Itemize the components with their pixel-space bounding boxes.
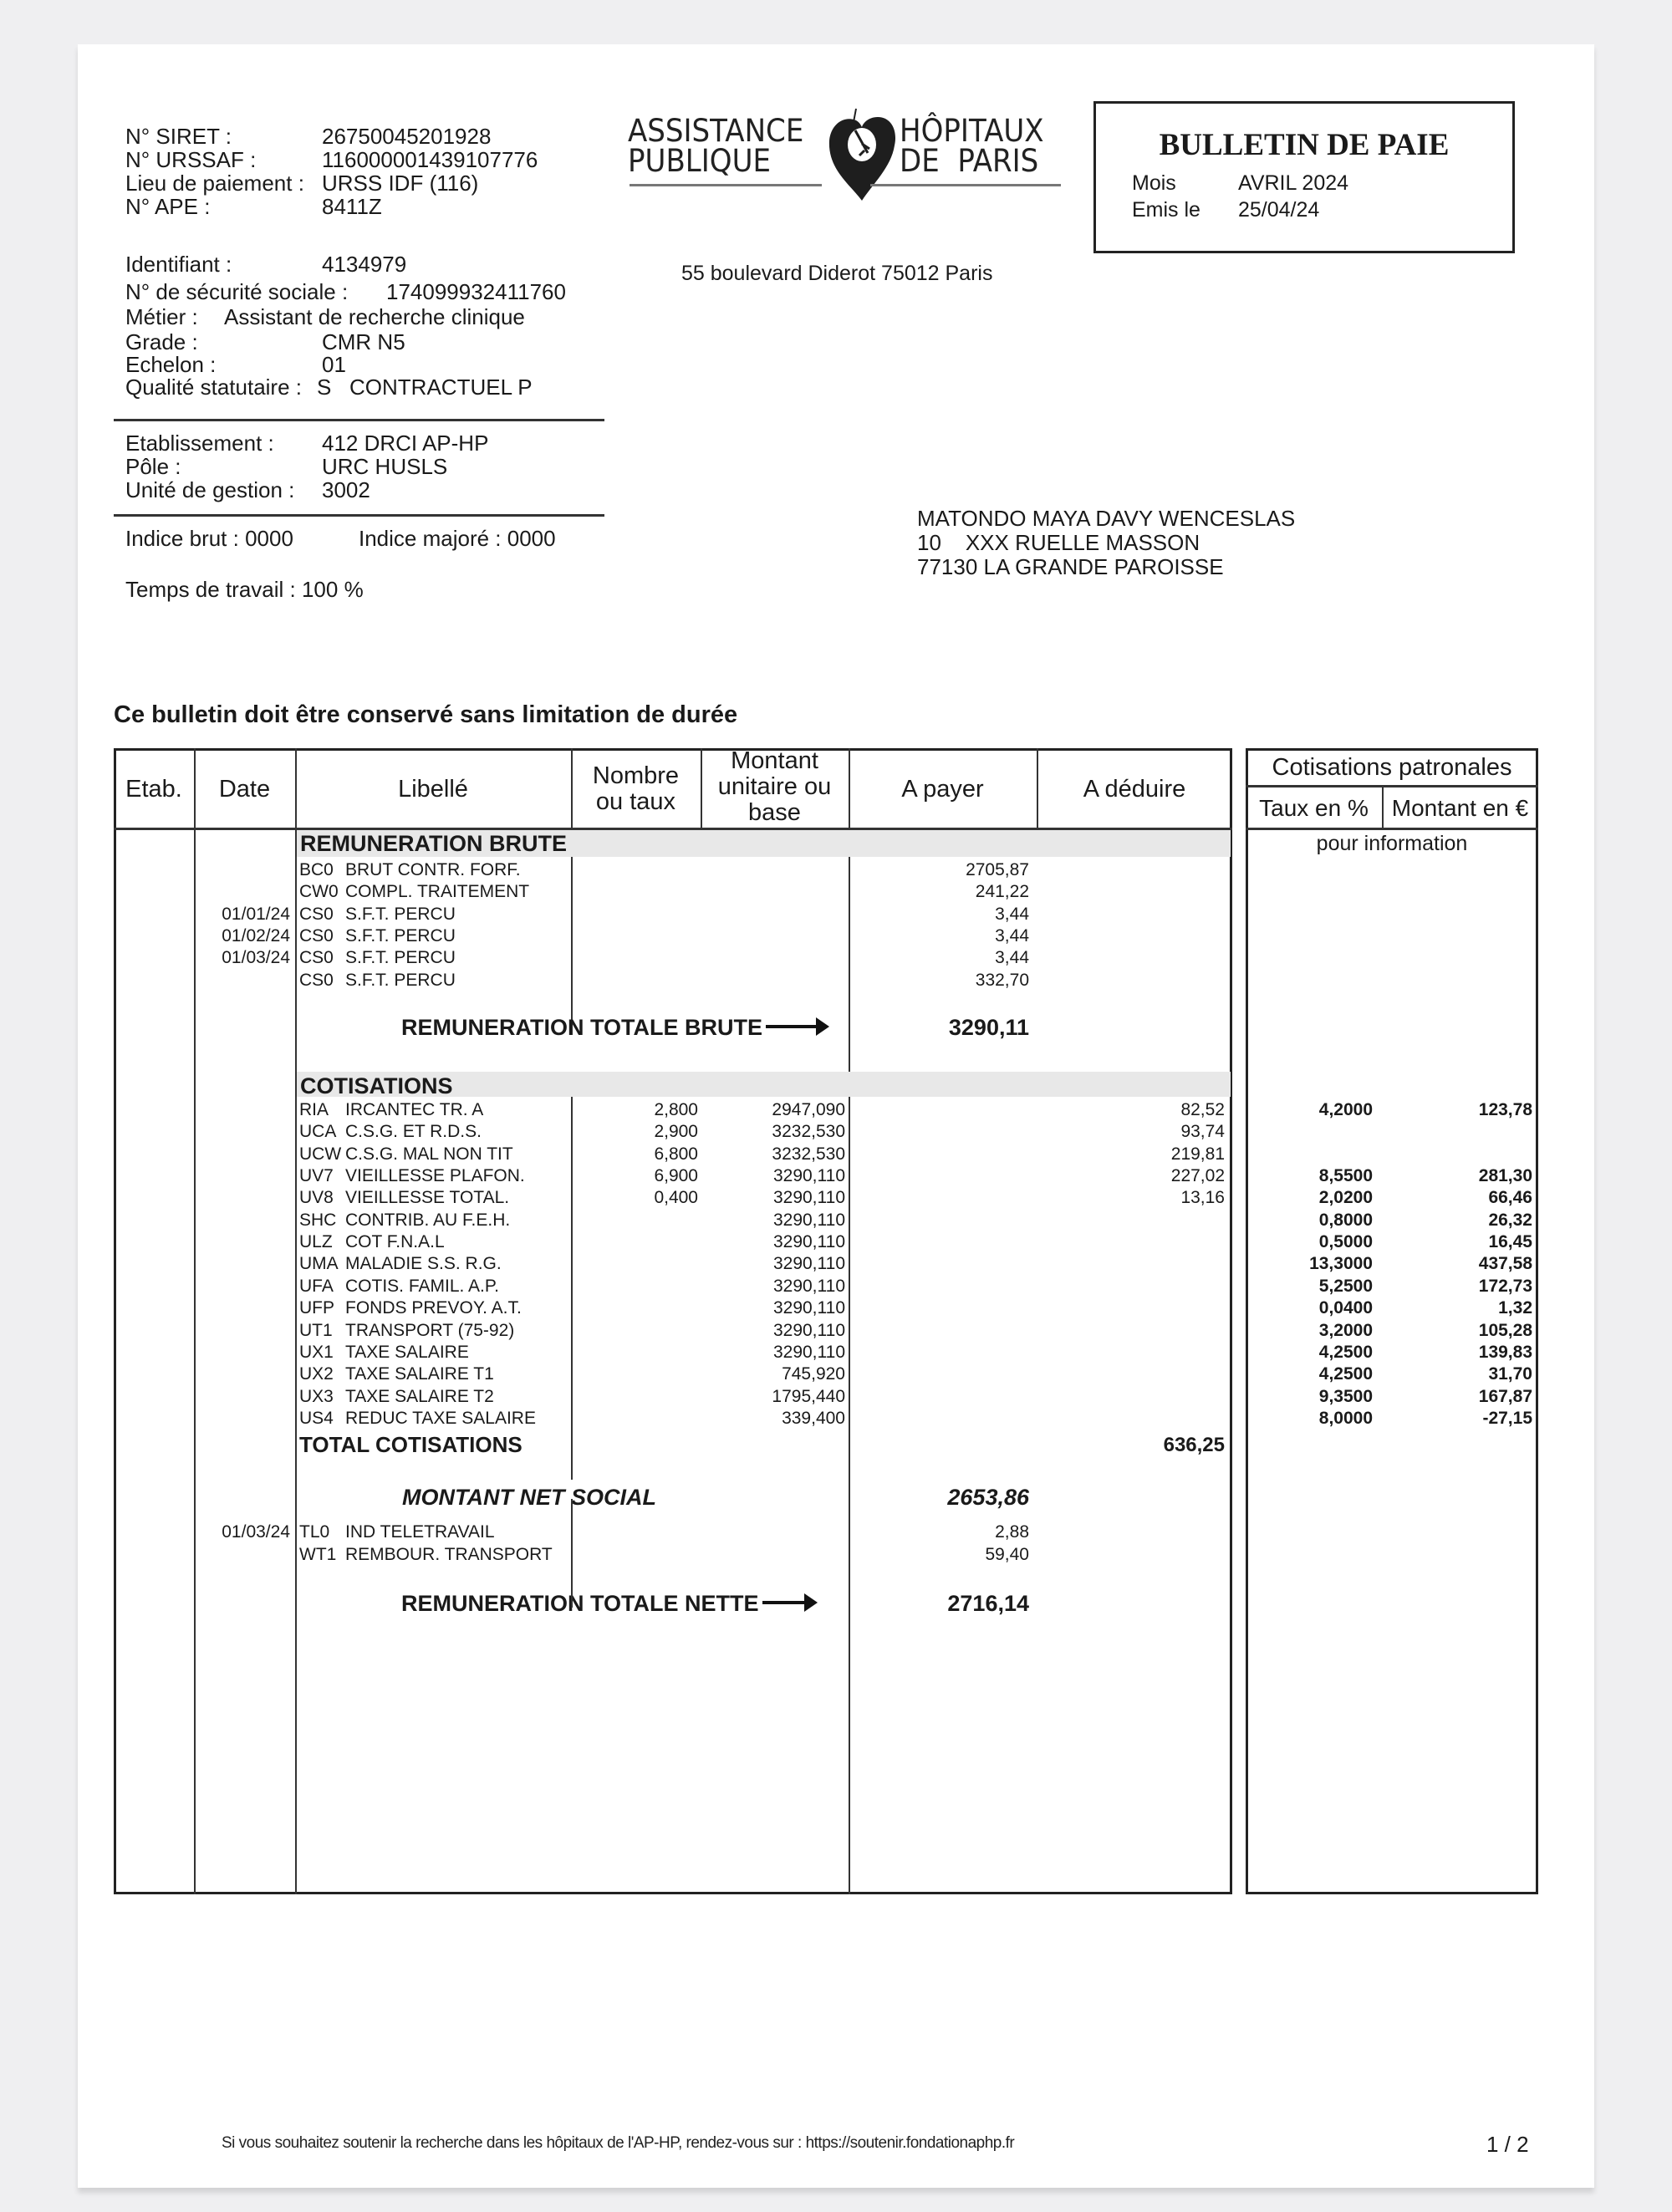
aphp-logo	[628, 115, 1079, 241]
table-row	[78, 1165, 1594, 1187]
row-date: 01/03/24	[222, 1522, 290, 1542]
row-taux-patronal: 8,0000	[1318, 1408, 1373, 1428]
row-label: TAXE SALAIRE	[345, 1342, 469, 1362]
table-row	[78, 1386, 1594, 1408]
section-cotisations	[297, 1072, 1231, 1097]
urssaf-value: 116000001439107776	[322, 147, 538, 172]
row-code: CS0	[299, 970, 334, 990]
row-label: VIEILLESSE PLAFON.	[345, 1166, 525, 1186]
col-divider	[571, 748, 573, 828]
row-label: TAXE SALAIRE T1	[345, 1364, 494, 1384]
row-code: UFA	[299, 1276, 334, 1296]
row-code: UX2	[299, 1364, 334, 1384]
metier-label: Métier :	[125, 304, 198, 329]
payslip-page	[78, 44, 1594, 2188]
mois-label: Mois	[1132, 171, 1176, 195]
row-nombre: 0,400	[654, 1188, 698, 1208]
row-label: C.S.G. ET R.D.S.	[345, 1122, 482, 1142]
header-nombre: Nombre ou taux	[592, 762, 680, 815]
total-brut-value: 3290,11	[948, 1015, 1029, 1040]
patronal-title: Cotisations patronales	[1272, 754, 1512, 781]
row-taux-patronal: 0,8000	[1318, 1210, 1373, 1230]
unite-label: Unité de gestion :	[125, 477, 295, 502]
row-label: REDUC TAXE SALAIRE	[345, 1408, 536, 1428]
row-code: RIA	[299, 1100, 329, 1119]
col-divider	[571, 1499, 573, 1608]
emis-label: Emis le	[1132, 198, 1200, 222]
row-montant-patronal: 26,32	[1488, 1210, 1532, 1230]
row-taux-patronal: 3,2000	[1318, 1320, 1373, 1340]
divider	[114, 514, 604, 517]
row-label: TRANSPORT (75-92)	[345, 1320, 515, 1340]
identifiant-value: 4134979	[322, 252, 407, 277]
logo-assistance: ASSISTANCE	[628, 113, 804, 149]
recipient-address1: 10 XXX RUELLE MASSON	[917, 530, 1200, 555]
row-apayer: 241,22	[975, 882, 1029, 902]
qualite-label: Qualité statutaire :	[125, 375, 302, 400]
indice-majore: Indice majoré : 0000	[359, 526, 556, 551]
row-code: UV7	[299, 1166, 334, 1186]
ape-value: 8411Z	[322, 194, 382, 219]
row-code: US4	[299, 1408, 334, 1428]
row-montant-patronal: 123,78	[1478, 1100, 1532, 1119]
row-base: 3290,110	[772, 1342, 845, 1362]
total-net-label: REMUNERATION TOTALE NETTE	[401, 1591, 814, 1617]
row-code: UCW	[299, 1144, 342, 1164]
logo-hopitaux: HÔPITAUX	[900, 113, 1044, 149]
table-row	[78, 947, 1594, 969]
row-code: TL0	[299, 1522, 330, 1542]
logo-publique: PUBLIQUE	[628, 143, 772, 179]
lieu-label: Lieu de paiement :	[125, 171, 304, 196]
row-montant-patronal: 16,45	[1488, 1232, 1532, 1252]
table-row	[78, 904, 1594, 925]
row-label: COMPL. TRAITEMENT	[345, 882, 530, 902]
echelon-value: 01	[322, 352, 346, 377]
row-nombre: 2,900	[654, 1122, 698, 1142]
bulletin-title: BULLETIN DE PAIE	[1159, 128, 1450, 162]
recipient-name: MATONDO MAYA DAVY WENCESLAS	[917, 506, 1296, 531]
row-apayer: 3,44	[995, 948, 1029, 968]
row-montant-patronal: 105,28	[1478, 1320, 1532, 1340]
row-montant-patronal: 281,30	[1478, 1166, 1532, 1186]
row-taux-patronal: 0,5000	[1318, 1232, 1373, 1252]
ape-label: N° APE :	[125, 194, 211, 219]
recipient-address2: 77130 LA GRANDE PAROISSE	[917, 554, 1224, 579]
row-code: SHC	[299, 1210, 337, 1230]
row-date: 01/03/24	[222, 948, 290, 968]
row-base: 3290,110	[772, 1298, 845, 1318]
row-code: CS0	[299, 904, 334, 924]
total-cotisations-value: 636,25	[1163, 1434, 1225, 1456]
row-label: S.F.T. PERCU	[345, 948, 456, 968]
row-code: UX1	[299, 1342, 334, 1362]
row-montant-patronal: -27,15	[1482, 1408, 1532, 1428]
row-label: MALADIE S.S. R.G.	[345, 1254, 502, 1274]
header-libelle: Libellé	[398, 775, 468, 803]
net-social-label: MONTANT NET SOCIAL	[402, 1485, 656, 1510]
table-row	[78, 1187, 1594, 1209]
etablissement-label: Etablissement :	[125, 431, 274, 456]
row-code: CS0	[299, 948, 334, 968]
row-base: 3290,110	[772, 1166, 845, 1186]
row-label: IND TELETRAVAIL	[345, 1522, 495, 1542]
temps-travail: Temps de travail : 100 %	[125, 577, 364, 602]
row-taux-patronal: 4,2000	[1318, 1100, 1373, 1119]
table-row	[78, 1363, 1594, 1385]
header-adeduire: A déduire	[1083, 775, 1186, 803]
row-base: 3290,110	[772, 1232, 845, 1252]
patronal-taux-header: Taux en %	[1259, 794, 1369, 821]
divider	[114, 419, 604, 421]
row-apayer: 3,44	[995, 904, 1029, 924]
total-cotisations-label: TOTAL COTISATIONS	[299, 1432, 522, 1457]
metier-value: Assistant de recherche clinique	[224, 304, 525, 329]
table-row	[78, 1320, 1594, 1342]
bulletin-title-box	[1093, 101, 1515, 253]
logo-underline-left	[630, 184, 822, 186]
secu-label: N° de sécurité sociale :	[125, 279, 349, 304]
pole-label: Pôle :	[125, 454, 181, 479]
row-montant-patronal: 167,87	[1478, 1386, 1532, 1406]
patronal-note: pour information	[1316, 832, 1468, 855]
row-montant-patronal: 31,70	[1488, 1364, 1532, 1384]
row-montant-patronal: 172,73	[1478, 1276, 1532, 1296]
row-taux-patronal: 13,3000	[1309, 1254, 1373, 1274]
unite-value: 3002	[322, 477, 370, 502]
row-label: S.F.T. PERCU	[345, 925, 456, 945]
qualite-value: S CONTRACTUEL P	[317, 375, 533, 400]
row-taux-patronal: 5,2500	[1318, 1276, 1373, 1296]
logo-underline-right	[870, 184, 1061, 186]
row-label: COTIS. FAMIL. A.P.	[345, 1276, 500, 1296]
logo-de-paris: DE PARIS	[900, 143, 1039, 179]
table-row	[78, 1210, 1594, 1231]
table-row	[78, 1342, 1594, 1363]
row-base: 3232,530	[772, 1122, 845, 1142]
affectation-info	[125, 431, 627, 507]
page-number: 1 / 2	[1486, 2132, 1529, 2157]
table-row	[78, 1121, 1594, 1143]
header-etab: Etab.	[125, 775, 182, 803]
row-taux-patronal: 4,2500	[1318, 1364, 1373, 1384]
grade-value: CMR N5	[322, 329, 405, 354]
row-label: COT F.N.A.L	[345, 1232, 445, 1252]
row-date: 01/01/24	[222, 904, 290, 924]
arrow-right-icon	[766, 1025, 826, 1028]
row-date: 01/02/24	[222, 925, 290, 945]
row-apayer: 59,40	[985, 1545, 1029, 1564]
employee-info	[125, 252, 644, 400]
arrow-right-icon	[762, 1601, 814, 1604]
table-row	[78, 1099, 1594, 1121]
row-base: 3290,110	[772, 1210, 845, 1230]
row-base: 3290,110	[772, 1320, 845, 1340]
row-taux-patronal: 2,0200	[1318, 1188, 1373, 1208]
row-taux-patronal: 9,3500	[1318, 1386, 1373, 1406]
table-row	[78, 1253, 1594, 1275]
table-row	[78, 1521, 1594, 1543]
row-code: UFP	[299, 1298, 334, 1318]
section-title: REMUNERATION BRUTE	[300, 831, 567, 856]
row-base: 745,920	[782, 1364, 845, 1384]
row-adeduire: 13,16	[1180, 1188, 1225, 1208]
row-taux-patronal: 4,2500	[1318, 1342, 1373, 1362]
net-social-value: 2653,86	[947, 1485, 1029, 1510]
row-code: BC0	[299, 860, 334, 879]
row-label: IRCANTEC TR. A	[345, 1100, 484, 1119]
row-taux-patronal: 0,0400	[1318, 1298, 1373, 1318]
row-base: 2947,090	[772, 1100, 845, 1119]
row-base: 3232,530	[772, 1144, 845, 1164]
footer-support-text: Si vous souhaitez soutenir la recherche dans les hôpitaux de l'AP-HP, rendez-vous sur : https://soutenir.fondationaphp.fr	[222, 2134, 1015, 2152]
grade-label: Grade :	[125, 329, 198, 354]
row-apayer: 332,70	[975, 970, 1029, 990]
header-date: Date	[218, 775, 271, 803]
emis-value: 25/04/24	[1238, 198, 1320, 222]
table-row	[78, 1297, 1594, 1319]
echelon-label: Echelon :	[125, 352, 217, 377]
pole-value: URC HUSLS	[322, 454, 448, 479]
row-montant-patronal: 66,46	[1488, 1188, 1532, 1208]
total-brut-label: REMUNERATION TOTALE BRUTE	[401, 1015, 826, 1041]
row-base: 3290,110	[772, 1276, 845, 1296]
row-label: S.F.T. PERCU	[345, 970, 456, 990]
row-label: C.S.G. MAL NON TIT	[345, 1144, 513, 1164]
row-code: UT1	[299, 1320, 333, 1340]
row-code: CW0	[299, 882, 339, 902]
row-adeduire: 227,02	[1170, 1166, 1225, 1186]
table-row	[78, 881, 1594, 903]
lieu-value: URSS IDF (116)	[322, 171, 479, 196]
table-row	[78, 925, 1594, 947]
table-row	[78, 1276, 1594, 1297]
total-net-value: 2716,14	[947, 1591, 1029, 1616]
row-nombre: 2,800	[654, 1100, 698, 1119]
table-row	[78, 1144, 1594, 1165]
row-adeduire: 93,74	[1180, 1122, 1225, 1142]
conservation-notice: Ce bulletin doit être conservé sans limitation de durée	[114, 701, 738, 728]
employer-info	[125, 125, 627, 225]
row-taux-patronal: 8,5500	[1318, 1166, 1373, 1186]
table-row	[78, 859, 1594, 881]
col-divider	[701, 748, 702, 828]
row-base: 3290,110	[772, 1254, 845, 1274]
row-code: CS0	[299, 925, 334, 945]
row-label: S.F.T. PERCU	[345, 904, 456, 924]
row-apayer: 3,44	[995, 925, 1029, 945]
row-nombre: 6,900	[654, 1166, 698, 1186]
row-adeduire: 219,81	[1170, 1144, 1225, 1164]
table-row	[78, 970, 1594, 991]
row-adeduire: 82,52	[1180, 1100, 1225, 1119]
row-base: 1795,440	[772, 1386, 845, 1406]
row-montant-patronal: 437,58	[1478, 1254, 1532, 1274]
mois-value: AVRIL 2024	[1238, 171, 1349, 195]
table-row	[78, 1408, 1594, 1430]
row-label: REMBOUR. TRANSPORT	[345, 1545, 553, 1564]
indice-brut: Indice brut : 0000	[125, 526, 293, 551]
section-remuneration-brute	[297, 830, 1231, 857]
etablissement-value: 412 DRCI AP-HP	[322, 431, 489, 456]
row-code: UCA	[299, 1122, 337, 1142]
heart-logo-icon	[826, 107, 898, 203]
row-base: 339,400	[782, 1408, 845, 1428]
row-code: UV8	[299, 1188, 334, 1208]
identifiant-label: Identifiant :	[125, 252, 232, 277]
header-apayer: A payer	[901, 775, 984, 803]
section-title: COTISATIONS	[300, 1073, 453, 1098]
row-label: BRUT CONTR. FORF.	[345, 860, 521, 879]
siret-label: N° SIRET :	[125, 124, 232, 149]
row-label: TAXE SALAIRE T2	[345, 1386, 494, 1406]
row-label: CONTRIB. AU F.E.H.	[345, 1210, 511, 1230]
siret-value: 26750045201928	[322, 124, 492, 149]
row-base: 3290,110	[772, 1188, 845, 1208]
row-apayer: 2,88	[995, 1522, 1029, 1542]
row-code: WT1	[299, 1545, 337, 1564]
row-apayer: 2705,87	[966, 860, 1029, 879]
row-code: UMA	[299, 1254, 339, 1274]
row-label: FONDS PREVOY. A.T.	[345, 1298, 522, 1318]
table-row	[78, 1231, 1594, 1253]
row-code: UX3	[299, 1386, 334, 1406]
row-montant-patronal: 139,83	[1478, 1342, 1532, 1362]
row-label: VIEILLESSE TOTAL.	[345, 1188, 510, 1208]
secu-value: 174099932411760	[386, 279, 566, 304]
row-nombre: 6,800	[654, 1144, 698, 1164]
header-montant: Montant unitaire ou base	[717, 747, 832, 826]
table-row	[78, 1544, 1594, 1566]
row-code: ULZ	[299, 1232, 333, 1252]
aphp-address: 55 boulevard Diderot 75012 Paris	[681, 262, 993, 285]
row-montant-patronal: 1,32	[1498, 1298, 1532, 1318]
patronal-montant-header: Montant en €	[1391, 794, 1529, 821]
urssaf-label: N° URSSAF :	[125, 147, 257, 172]
